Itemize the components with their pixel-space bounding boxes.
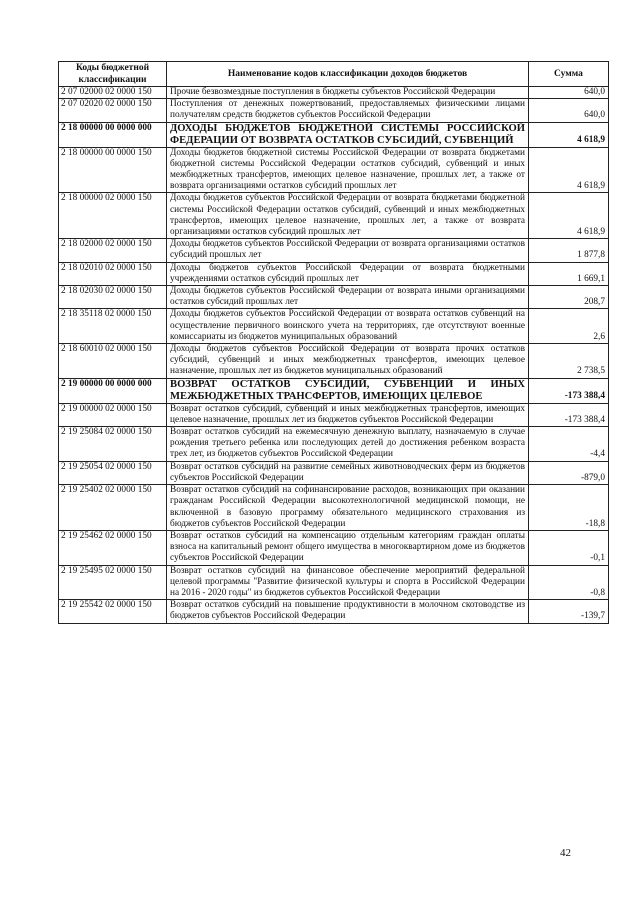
row-code: 2 18 60010 02 0000 150 — [59, 344, 167, 379]
row-code: 2 18 35118 02 0000 150 — [59, 309, 167, 344]
table-row — [59, 239, 609, 262]
row-name: Возврат остатков субсидий на финансовое обеспечение мероприятий федеральной целевой программы "Развитие физической культуры и спорта в Российской Федерации на 2016 - 2020 годы" из бюджетов субъектов Российской Федерации — [167, 565, 529, 600]
table-row — [59, 427, 609, 462]
row-name: Возврат остатков субсидий на ежемесячную денежную выплату, назначаемую в случае рождения третьего ребенка или последующих детей до достижения ребенком возраста трех лет, из бюджетов субъектов Российской Федерации — [167, 427, 529, 462]
table-header-row — [59, 62, 609, 87]
table-row — [59, 565, 609, 600]
row-sum: 640,0 — [529, 87, 609, 99]
row-code: 2 19 25495 02 0000 150 — [59, 565, 167, 600]
row-code: 2 07 02020 02 0000 150 — [59, 99, 167, 122]
row-sum: 4 618,9 — [529, 122, 609, 147]
row-sum: 4 618,9 — [529, 193, 609, 239]
row-sum: -18,8 — [529, 485, 609, 531]
row-sum: 2,6 — [529, 309, 609, 344]
row-code: 2 18 02030 02 0000 150 — [59, 286, 167, 309]
row-name: Доходы бюджетов субъектов Российской Федерации от возврата прочих остатков субсидий, субвенций и иных межбюджетных трансфертов, имеющих целевое назначение, прошлых лет из бюджетов муниципальных образований — [167, 344, 529, 379]
table-row — [59, 147, 609, 193]
row-sum: 1 669,1 — [529, 262, 609, 285]
header-sum: Сумма — [529, 62, 609, 87]
table-row — [59, 461, 609, 484]
row-name: Возврат остатков субсидий на софинансирование расходов, возникающих при оказании гражданам Российской Федерации высокотехнологичной медицинской помощи, не включенной в базовую программу обязательного медицинского страхования из бюджетов субъектов Российской Федерации — [167, 485, 529, 531]
row-sum: 4 618,9 — [529, 147, 609, 193]
table-row — [59, 262, 609, 285]
table-row — [59, 122, 609, 147]
header-name: Наименование кодов классификации доходов бюджетов — [167, 62, 529, 87]
row-code: 2 18 02000 02 0000 150 — [59, 239, 167, 262]
row-sum: -0,8 — [529, 565, 609, 600]
row-sum: 208,7 — [529, 286, 609, 309]
table-body — [59, 87, 609, 624]
row-code: 2 07 02000 02 0000 150 — [59, 87, 167, 99]
row-code: 2 19 25084 02 0000 150 — [59, 427, 167, 462]
row-code: 2 18 02010 02 0000 150 — [59, 262, 167, 285]
table-row — [59, 193, 609, 239]
row-name: Доходы бюджетов бюджетной системы Российской Федерации от возврата бюджетами бюджетной системы Российской Федерации остатков субсидий, субвенций и иных межбюджетных трансфертов, имеющих целевое назначение, прошлых лет, а также от возврата организациями остатков субсидий прошлых лет — [167, 147, 529, 193]
row-code: 2 19 25054 02 0000 150 — [59, 461, 167, 484]
row-code: 2 19 25542 02 0000 150 — [59, 600, 167, 623]
table-row — [59, 87, 609, 99]
row-name: Возврат остатков субсидий на компенсацию отдельным категориям граждан оплаты взноса на капитальный ремонт общего имущества в многоквартирном доме из бюджетов субъектов Российской Федерации — [167, 530, 529, 565]
table-row — [59, 530, 609, 565]
row-name: Возврат остатков субсидий на развитие семейных животноводческих ферм из бюджетов субъектов Российской Федерации — [167, 461, 529, 484]
row-name: Поступления от денежных пожертвований, предоставляемых физическими лицами получателям средств бюджетов субъектов Российской Федерации — [167, 99, 529, 122]
header-code: Коды бюджетной классификации — [59, 62, 167, 87]
row-sum: -4,4 — [529, 427, 609, 462]
row-sum: -173 388,4 — [529, 403, 609, 426]
row-code: 2 19 25462 02 0000 150 — [59, 530, 167, 565]
table-row — [59, 309, 609, 344]
row-name: Доходы бюджетов субъектов Российской Федерации от возврата организациями остатков субсидий прошлых лет — [167, 239, 529, 262]
row-name: Возврат остатков субсидий, субвенций и иных межбюджетных трансфертов, имеющих целевое назначение, прошлых лет из бюджетов субъектов Российской Федерации — [167, 403, 529, 426]
row-code: 2 18 00000 00 0000 000 — [59, 122, 167, 147]
row-sum: 640,0 — [529, 99, 609, 122]
row-name: ДОХОДЫ БЮДЖЕТОВ БЮДЖЕТНОЙ СИСТЕМЫ РОССИЙСКОЙ ФЕДЕРАЦИИ ОТ ВОЗВРАТА ОСТАТКОВ СУБСИДИЙ, СУБВЕНЦИЙ — [167, 122, 529, 147]
table-row — [59, 600, 609, 623]
page-number: 42 — [560, 847, 571, 859]
row-code: 2 18 00000 00 0000 150 — [59, 147, 167, 193]
table-row — [59, 344, 609, 379]
row-code: 2 19 00000 02 0000 150 — [59, 403, 167, 426]
table-row — [59, 378, 609, 403]
row-name: Доходы бюджетов субъектов Российской Федерации от возврата бюджетами бюджетной системы Российской Федерации остатков субсидий, субвенций и иных межбюджетных трансфертов, имеющих целевое назначение, прошлых лет, а также от возврата организациями остатков субсидий прошлых лет — [167, 193, 529, 239]
row-code: 2 18 00000 02 0000 150 — [59, 193, 167, 239]
row-name: ВОЗВРАТ ОСТАТКОВ СУБСИДИЙ, СУБВЕНЦИЙ И ИНЫХ МЕЖБЮДЖЕТНЫХ ТРАНСФЕРТОВ, ИМЕЮЩИХ ЦЕЛЕВОЕ — [167, 378, 529, 403]
row-sum: 1 877,8 — [529, 239, 609, 262]
row-sum: -139,7 — [529, 600, 609, 623]
budget-revenue-table — [58, 61, 609, 624]
table-row — [59, 286, 609, 309]
row-name: Доходы бюджетов субъектов Российской Федерации от возврата иными организациями остатков субсидий прошлых лет — [167, 286, 529, 309]
row-name: Доходы бюджетов субъектов Российской Федерации от возврата бюджетными учреждениями остатков субсидий прошлых лет — [167, 262, 529, 285]
row-code: 2 19 00000 00 0000 000 — [59, 378, 167, 403]
row-name: Доходы бюджетов субъектов Российской Федерации от возврата остатков субвенций на осуществление первичного воинского учета на территориях, где отсутствуют военные комиссариаты из бюджетов муниципальных образований — [167, 309, 529, 344]
row-name: Возврат остатков субсидий на повышение продуктивности в молочном скотоводстве из бюджетов субъектов Российской Федерации — [167, 600, 529, 623]
row-name: Прочие безвозмездные поступления в бюджеты субъектов Российской Федерации — [167, 87, 529, 99]
table-row — [59, 485, 609, 531]
table-row — [59, 403, 609, 426]
row-sum: -879,0 — [529, 461, 609, 484]
row-code: 2 19 25402 02 0000 150 — [59, 485, 167, 531]
row-sum: 2 738,5 — [529, 344, 609, 379]
row-sum: -0,1 — [529, 530, 609, 565]
table-row — [59, 99, 609, 122]
row-sum: -173 388,4 — [529, 378, 609, 403]
